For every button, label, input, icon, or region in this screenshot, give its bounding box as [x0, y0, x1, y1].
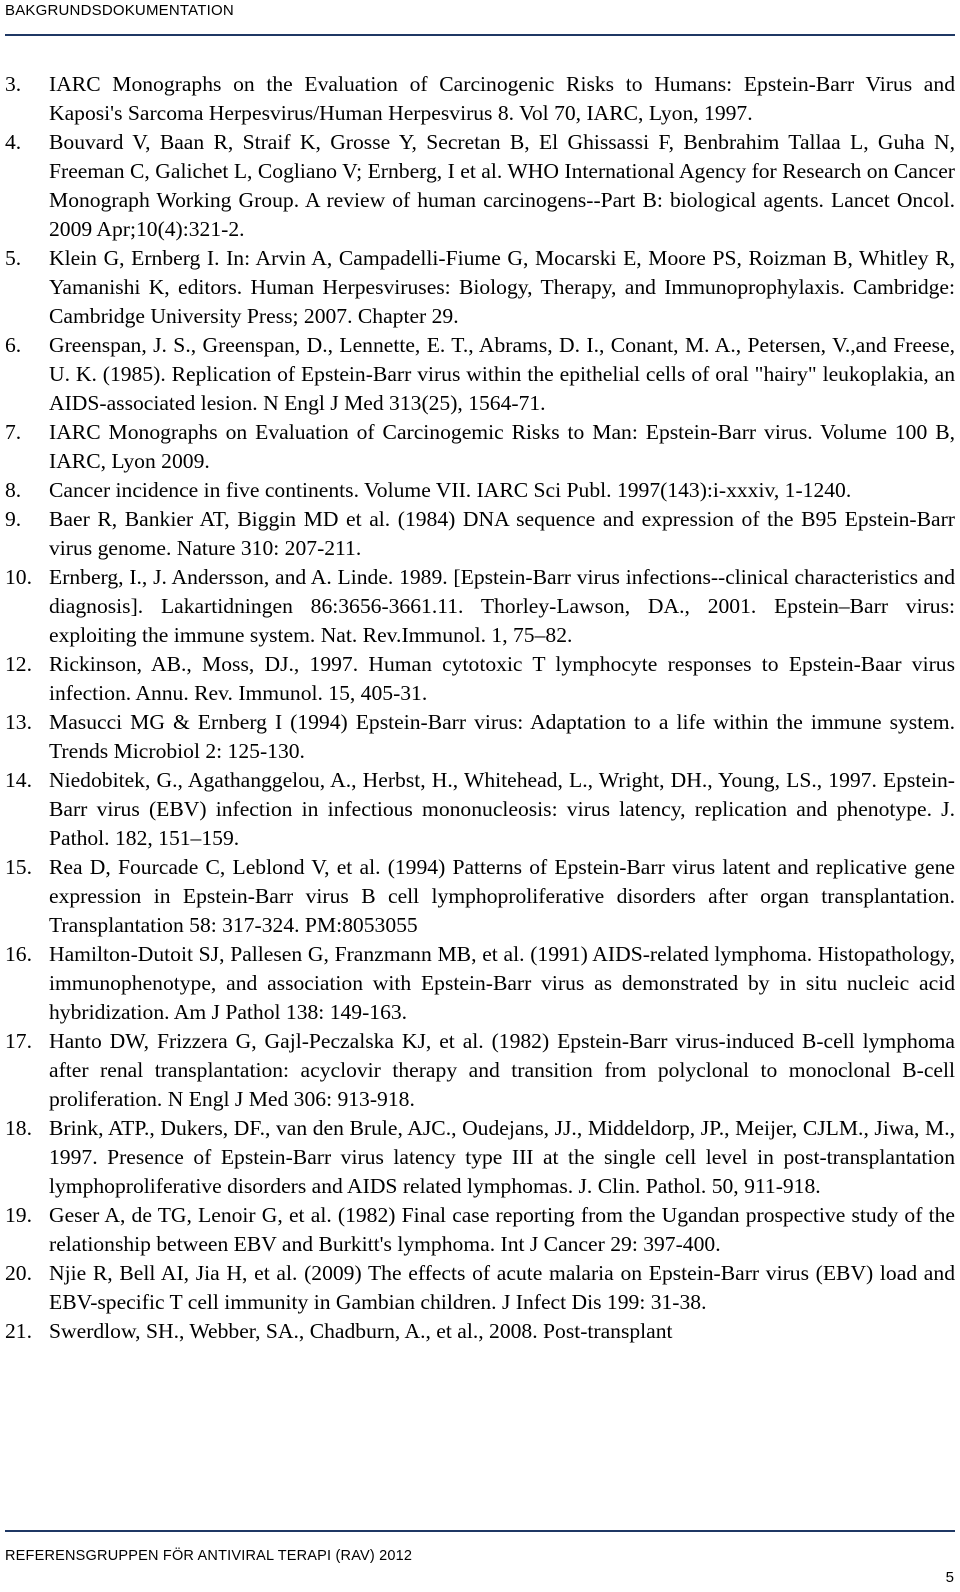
reference-number: 12.	[5, 652, 32, 676]
reference-number: 6.	[5, 333, 22, 357]
reference-text: Klein G, Ernberg I. In: Arvin A, Campadelli-Fiume G, Mocarski E, Moore PS, Roizman B, Whitley R, Yamanishi K, editors. Human Herpesviruses: Biology, Therapy, and Immunoprophylaxis. Cambridge: Cambridge University Press; 2007. Chapter 29.	[49, 246, 955, 328]
page-footer: REFERENSGRUPPEN FÖR ANTIVIRAL TERAPI (RAV) 2012	[5, 1548, 413, 1564]
reference-item	[5, 1317, 955, 1346]
reference-text: Masucci MG & Ernberg I (1994) Epstein-Barr virus: Adaptation to a life within the immune system. Trends Microbiol 2: 125-130.	[49, 710, 955, 763]
reference-text: Hanto DW, Frizzera G, Gajl-Peczalska KJ, et al. (1982) Epstein-Barr virus-induced B-cell lymphoma after renal transplantation: acyclovir therapy and transition from polyclonal to monoclonal B-cell proliferation. N Engl J Med 306: 913-918.	[49, 1029, 955, 1111]
reference-number: 20.	[5, 1261, 32, 1285]
reference-number: 5.	[5, 246, 22, 270]
reference-number: 16.	[5, 942, 32, 966]
reference-number: 19.	[5, 1203, 32, 1227]
reference-number: 18.	[5, 1116, 32, 1140]
reference-list	[5, 70, 955, 1346]
reference-number: 8.	[5, 478, 22, 502]
reference-number: 4.	[5, 130, 22, 154]
footer-divider	[5, 1530, 955, 1532]
reference-text: Brink, ATP., Dukers, DF., van den Brule, AJC., Oudejans, JJ., Middeldorp, JP., Meijer, CJLM., Jiwa, M., 1997. Presence of Epstein-Barr virus latency type III at the single cell level in post-transplantation lymphoproliferative disorders and AIDS related lymphomas. J. Clin. Pathol. 50, 911-918.	[49, 1116, 955, 1198]
reference-text: Greenspan, J. S., Greenspan, D., Lennette, E. T., Abrams, D. I., Conant, M. A., Petersen, V.,and Freese, U. K. (1985). Replication of Epstein-Barr virus within the epithelial cells of oral "hairy" leukoplakia, an AIDS-associated lesion. N Engl J Med 313(25), 1564-71.	[49, 333, 955, 415]
page-header: BAKGRUNDSDOKUMENTATION	[5, 2, 234, 19]
reference-text: Ernberg, I., J. Andersson, and A. Linde. 1989. [Epstein-Barr virus infections--clinical characteristics and diagnosis]. Lakartidningen 86:3656-3661.11. Thorley-Lawson, DA., 2001. Epstein–Barr virus: exploiting the immune system. Nat. Rev.Immunol. 1, 75–82.	[49, 565, 955, 647]
reference-text: Niedobitek, G., Agathanggelou, A., Herbst, H., Whitehead, L., Wright, DH., Young, LS., 1997. Epstein-Barr virus (EBV) infection in infectious mononucleosis: virus latency, replication and phenotype. J. Pathol. 182, 151–159.	[49, 768, 955, 850]
reference-number: 7.	[5, 420, 22, 444]
reference-item	[5, 70, 955, 128]
reference-text: Geser A, de TG, Lenoir G, et al. (1982) Final case reporting from the Ugandan prospective study of the relationship between EBV and Burkitt's lymphoma. Int J Cancer 29: 397-400.	[49, 1203, 955, 1256]
reference-item	[5, 708, 955, 766]
reference-number: 15.	[5, 855, 32, 879]
reference-number: 10.	[5, 565, 32, 589]
reference-number: 21.	[5, 1319, 32, 1343]
reference-item	[5, 128, 955, 244]
reference-item	[5, 766, 955, 853]
page-number: 5	[945, 1569, 954, 1586]
reference-text: Baer R, Bankier AT, Biggin MD et al. (1984) DNA sequence and expression of the B95 Epstein-Barr virus genome. Nature 310: 207-211.	[49, 507, 955, 560]
reference-text: IARC Monographs on the Evaluation of Carcinogenic Risks to Humans: Epstein-Barr Virus and Kaposi's Sarcoma Herpesvirus/Human Herpesvirus 8. Vol 70, IARC, Lyon, 1997.	[49, 72, 955, 125]
reference-item	[5, 1027, 955, 1114]
reference-text: Njie R, Bell AI, Jia H, et al. (2009) The effects of acute malaria on Epstein-Barr virus (EBV) load and EBV-specific T cell immunity in Gambian children. J Infect Dis 199: 31-38.	[49, 1261, 955, 1314]
reference-item	[5, 1201, 955, 1259]
reference-number: 3.	[5, 72, 22, 96]
reference-text: Swerdlow, SH., Webber, SA., Chadburn, A., et al., 2008. Post-transplant	[49, 1319, 673, 1343]
reference-text: Bouvard V, Baan R, Straif K, Grosse Y, Secretan B, El Ghissassi F, Benbrahim Tallaa L, Guha N, Freeman C, Galichet L, Cogliano V; Ernberg, I et al. WHO International Agency for Research on Cancer Monograph Working Group. A review of human carcinogens--Part B: biological agents. Lancet Oncol. 2009 Apr;10(4):321-2.	[49, 130, 955, 241]
header-divider	[5, 34, 955, 36]
reference-number: 17.	[5, 1029, 32, 1053]
reference-text: Cancer incidence in five continents. Volume VII. IARC Sci Publ. 1997(143):i-xxxiv, 1-1240.	[49, 478, 852, 502]
reference-item	[5, 650, 955, 708]
reference-number: 9.	[5, 507, 22, 531]
reference-text: Hamilton-Dutoit SJ, Pallesen G, Franzmann MB, et al. (1991) AIDS-related lymphoma. Histopathology, immunophenotype, and association with Epstein-Barr virus as demonstrated by in situ nucleic acid hybridization. Am J Pathol 138: 149-163.	[49, 942, 955, 1024]
reference-text: IARC Monographs on Evaluation of Carcinogemic Risks to Man: Epstein-Barr virus. Volume 100 B, IARC, Lyon 2009.	[49, 420, 955, 473]
reference-item	[5, 418, 955, 476]
reference-number: 14.	[5, 768, 32, 792]
reference-item	[5, 1114, 955, 1201]
reference-item	[5, 853, 955, 940]
reference-number: 13.	[5, 710, 32, 734]
reference-text: Rickinson, AB., Moss, DJ., 1997. Human cytotoxic T lymphocyte responses to Epstein-Baar virus infection. Annu. Rev. Immunol. 15, 405-31.	[49, 652, 955, 705]
reference-item	[5, 563, 955, 650]
reference-item	[5, 1259, 955, 1317]
reference-item	[5, 476, 955, 505]
reference-item	[5, 331, 955, 418]
reference-item	[5, 940, 955, 1027]
reference-text: Rea D, Fourcade C, Leblond V, et al. (1994) Patterns of Epstein-Barr virus latent and replicative gene expression in Epstein-Barr virus B cell lymphoproliferative disorders after organ transplantation. Transplantation 58: 317-324. PM:8053055	[49, 855, 955, 937]
reference-item	[5, 505, 955, 563]
reference-item	[5, 244, 955, 331]
